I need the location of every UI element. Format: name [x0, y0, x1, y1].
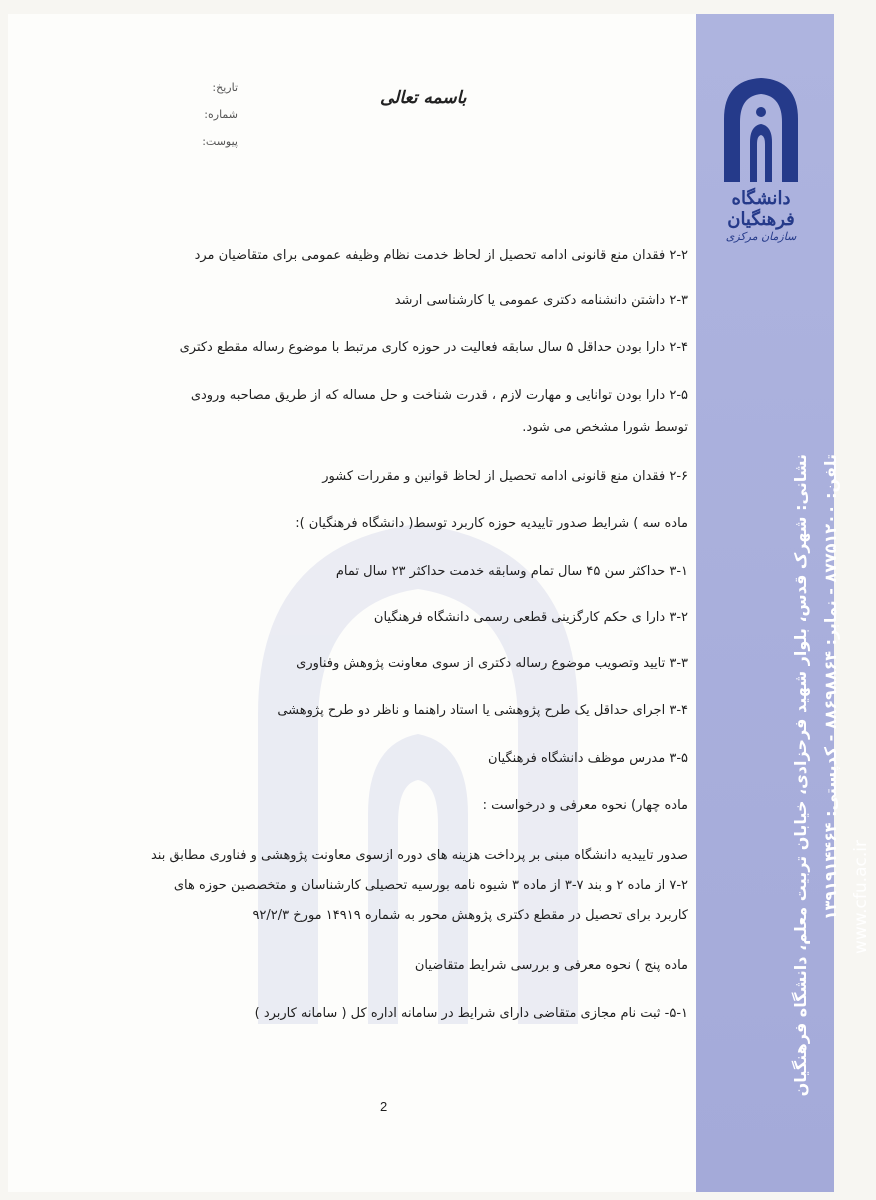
article-4-paragraph-line-3: کاربرد برای تحصیل در مقطع دکتری پژوهش محور به شماره ۱۴۹۱۹ مورخ ۹۲/۲/۳	[252, 908, 688, 923]
sidebar-band	[696, 14, 871, 1192]
clause-2-4: ۲-۴ دارا بودن حداقل ۵ سال سابقه فعالیت در حوزه کاری مرتبط با موضوع رساله مقطع دکتری	[179, 340, 688, 355]
clause-2-3: ۲-۳ داشتن دانشنامه دکتری عمومی یا کارشناسی ارشد	[394, 293, 688, 308]
clause-2-5-continued: توسط شورا مشخص می شود.	[522, 420, 688, 435]
attachment-label: پیوست:	[202, 135, 238, 148]
clause-3-4: ۳-۴ اجرای حداقل یک طرح پژوهشی یا استاد راهنما و ناظر دو طرح پژوهشی	[277, 703, 688, 718]
clause-3-3: ۳-۳ تایید وتصویب موضوع رساله دکتری از سوی معاونت پژوهش وفناوری	[296, 656, 688, 671]
date-label: تاریخ:	[212, 81, 238, 94]
clause-2-5: ۲-۵ دارا بودن توانایی و مهارت لازم ، قدرت شناخت و حل مساله که از طریق مصاحبه ورودی	[190, 388, 688, 403]
basmala-heading: باسمه تعالی	[380, 88, 467, 108]
sidebar-phones: تلفن: ۸۷۷۵۱۲۰۰ - نمابر: ۸۸۶۹۸۸۶۴ - کدپستی: ۱۳۹۱۹۱۴۴۶۴	[821, 454, 840, 921]
clause-2-2: ۲-۲ فقدان منع قانونی ادامه تحصیل از لحاظ خدمت نظام وظیفه عمومی برای متقاضیان مرد	[194, 248, 688, 263]
clause-3-2: ۳-۲ دارا ی حکم کارگزینی قطعی رسمی دانشگاه فرهنگیان	[373, 610, 688, 625]
clause-3-1: ۳-۱ حداکثر سن ۴۵ سال تمام وسابقه خدمت حداکثر ۲۳ سال تمام	[335, 564, 688, 579]
document-page	[8, 14, 871, 1192]
university-name: دانشگاه فرهنگیان	[727, 188, 795, 230]
sidebar-address: نشانی: شهرک قدس، بلوار شهید فرحزادی، خیابان تربیت معلم، دانشگاه فرهنگیان	[791, 454, 810, 1097]
university-logo	[706, 74, 816, 243]
clause-5-1: ۵-۱- ثبت نام مجازی متقاضی دارای شرایط در سامانه اداره کل ( سامانه کاربرد )	[254, 1006, 688, 1021]
clause-2-6: ۲-۶ فقدان منع قانونی ادامه تحصیل از لحاظ قوانین و مقررات کشور	[322, 469, 688, 484]
article-4-paragraph-line-2: ۷-۲ از ماده ۲ و بند ۷-۳ از ماده ۳ شیوه نامه بورسیه تحصیلی کارشناسان و متخصصین حوزه های	[173, 878, 688, 893]
article-5-heading: ماده پنج ) نحوه معرفی و بررسی شرایط متقاضیان	[414, 958, 688, 973]
number-label: شماره:	[204, 108, 238, 121]
page-number: 2	[380, 1099, 388, 1114]
article-4-paragraph-line-1: صدور تاییدیه دانشگاه مبنی بر پرداخت هزینه های دوره ازسوی معاونت پژوهشی و فناوری مطابق بند	[150, 848, 688, 863]
article-3-heading: ماده سه ) شرایط صدور تاییدیه حوزه کاربرد توسط( دانشگاه فرهنگیان ):	[295, 516, 688, 531]
sidebar-website-link[interactable]: www.cfu.ac.ir	[851, 840, 871, 954]
document-body	[8, 14, 698, 1192]
article-4-heading: ماده چهار) نحوه معرفی و درخواست :	[482, 798, 688, 813]
sidebar-contact-info	[786, 454, 876, 1097]
university-emblem-icon	[716, 74, 806, 184]
clause-3-5: ۳-۵ مدرس موظف دانشگاه فرهنگیان	[488, 751, 688, 766]
university-subtitle: سازمان مرکزی	[725, 230, 797, 243]
